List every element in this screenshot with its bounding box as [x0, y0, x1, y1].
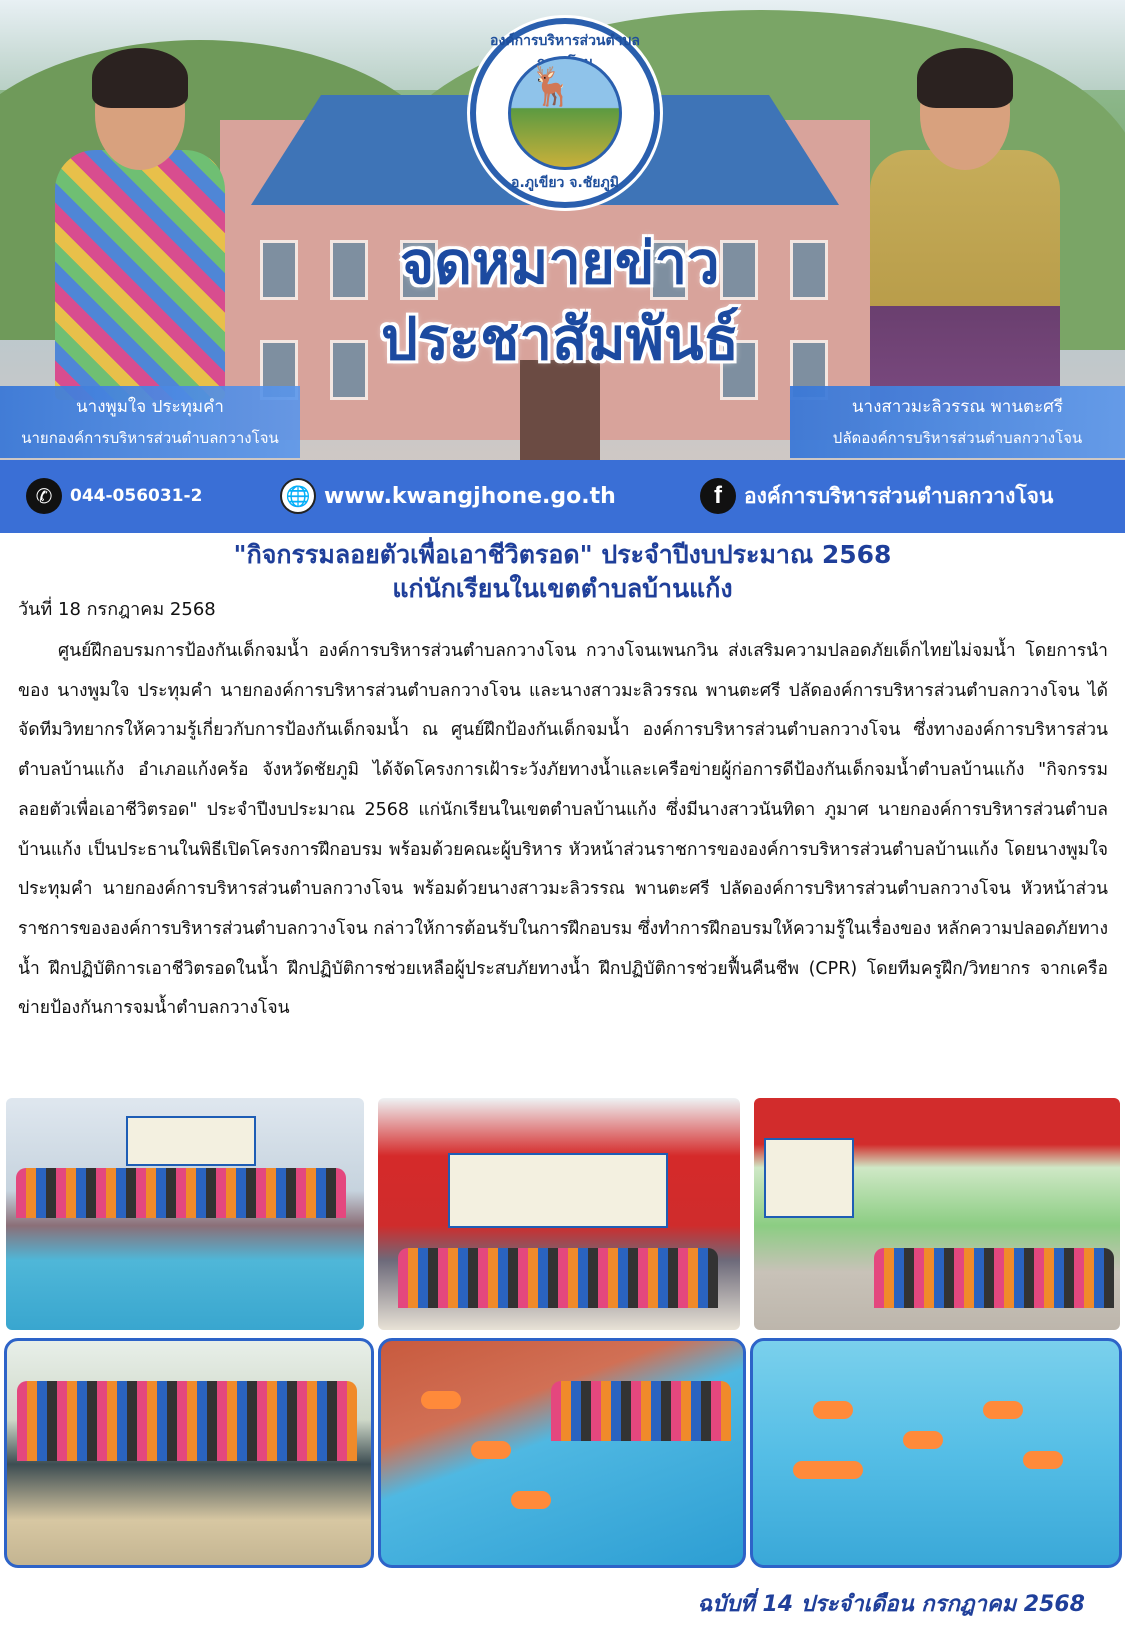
photo-stage-banner — [448, 1153, 668, 1228]
photo-swimmer — [813, 1401, 853, 1419]
photo-registration-desk — [754, 1098, 1120, 1330]
photo-cpr-training — [4, 1338, 374, 1568]
photo-opening-ceremony — [378, 1098, 740, 1330]
officer-torso — [870, 150, 1060, 410]
deer-icon: 🦌 — [528, 64, 576, 108]
photo-banner-sign — [126, 1116, 256, 1166]
mayor-name: นางพูมใจ ประทุมคำ — [76, 397, 224, 417]
mayor-torso — [55, 150, 225, 400]
photo-swimmer — [983, 1401, 1023, 1419]
photo-crowd — [17, 1381, 357, 1461]
phone-number: 044-056031-2 — [70, 486, 203, 506]
mayor-name-plate — [0, 386, 300, 458]
photo-chief-officer — [860, 30, 1070, 410]
phone-icon: ✆ — [26, 478, 62, 514]
officer-name-plate — [790, 386, 1125, 458]
newsletter-title — [300, 225, 820, 377]
photo-swimmer — [511, 1491, 551, 1509]
phone-contact[interactable] — [26, 474, 202, 518]
photo-poolside-practice — [378, 1338, 746, 1568]
header-banner — [0, 0, 1125, 533]
photo-swimmer — [793, 1461, 863, 1479]
facebook-link[interactable] — [700, 474, 1053, 518]
mayor-position: นายกองค์การบริหารส่วนตำบลกวางโจน — [21, 429, 279, 447]
article-body: ศูนย์ฝึกอบรมการป้องกันเด็กจมน้ำ องค์การบริหารส่วนตำบลกวางโจน กวางโจนเพนกวิน ส่งเสริมความปลอดภัยเด็กไทยไม่จมน้ำ โดยการนำของ นางพูมใจ ประทุมคำ นายกองค์การบริหารส่วนตำบลกวางโจน และนางสาวมะลิวรรณ พานตะศรี ปลัดองค์การบริหารส่วนตำบลกวางโจน ได้จัดทีมวิทยากรให้ความรู้เกี่ยวกับการป้องกันเด็กจมน้ำ ณ ศูนย์ฝึกป้องกันเด็กจมน้ำ องค์การบริหารส่วนตำบลกวางโจน ซึ่งทางองค์การบริหารส่วนตำบลบ้านแก้ง อำเภอแก้งคร้อ จังหวัดชัยภูมิ ได้จัดโครงการเฝ้าระวังภัยทางน้ำและเครือข่ายผู้ก่อการดีป้องกันเด็กจมน้ำตำบลบ้านแก้ง "กิจกรรมลอยตัวเพื่อเอาชีวิตรอด" ประจำปีงบประมาณ 2568 แก่นักเรียนในเขตตำบลบ้านแก้ง ซึ่งมีนางสาวนันทิดา ภูมาศ นายกองค์การบริหารส่วนตำบลบ้านแก้ง เป็นประธานในพิธีเปิดโครงการฝึกอบรม พร้อมด้วยคณะผู้บริหาร หัวหน้าส่วนราชการขององค์การบริหารส่วนตำบลบ้านแก้ง โดยนางพูมใจ ประทุมคำ นายกองค์การบริหารส่วนตำบลกวางโจน พร้อมด้วยนางสาวมะลิวรรณ พานตะศรี ปลัดองค์การบริหารส่วนตำบลกวางโจน หัวหน้าส่วนราชการขององค์การบริหารส่วนตำบลกวางโจน กล่าวให้การต้อนรับในการฝึกอบรม ซึ่งทำการฝึกอบรมให้ความรู้ในเรื่องของ หลักความปลอดภัยทางน้ำ ฝึกปฏิบัติการเอาชีวิตรอดในน้ำ ฝึกปฏิบัติการช่วยเหลือผู้ประสบภัยทางน้ำ ฝึกปฏิบัติการช่วยฟื้นคืนชีพ (CPR) โดยทีมครูฝึก/วิทยากร จากเครือข่ายป้องกันการจมน้ำตำบลกวางโจน — [18, 641, 1108, 1019]
officer-position: ปลัดองค์การบริหารส่วนตำบลกวางโจน — [832, 429, 1083, 447]
building-window — [260, 240, 298, 300]
organization-logo — [470, 18, 660, 208]
facebook-page-name: องค์การบริหารส่วนตำบลกวางโจน — [744, 483, 1054, 508]
logo-ring-text: องค์การบริหารส่วนตำบล — [490, 33, 640, 49]
article-title — [100, 538, 1025, 606]
mayor-hair — [92, 48, 188, 108]
officer-name: นางสาวมะลิวรรณ พานตะศรี — [851, 397, 1064, 417]
facebook-icon: f — [700, 478, 736, 514]
article-date: วันที่ 18 กรกฎาคม 2568 — [18, 599, 216, 620]
photo-crowd — [16, 1168, 346, 1218]
article-title-line-1: "กิจกรรมลอยตัวเพื่อเอาชีวิตรอด" ประจำปีงบประมาณ 2568 — [233, 540, 892, 569]
photo-crowd — [551, 1381, 731, 1441]
photo-swimmer — [471, 1441, 511, 1459]
photo-crowd — [874, 1248, 1114, 1308]
photo-group-at-pool — [6, 1098, 364, 1330]
logo-location-text: อ.ภูเขียว จ.ชัยภูมิ — [511, 175, 619, 191]
globe-icon: 🌐 — [280, 478, 316, 514]
photo-floating-practice — [750, 1338, 1122, 1568]
website-url: www.kwangjhone.go.th — [324, 483, 616, 509]
officer-hair — [917, 48, 1013, 108]
photo-swimmer — [421, 1391, 461, 1409]
photo-mayor — [40, 40, 240, 400]
website-link[interactable] — [280, 474, 616, 518]
article-title-line-2: แก่นักเรียนในเขตตำบลบ้านแก้ง — [392, 574, 733, 603]
title-line-2: ประชาสัมพันธ์ — [381, 305, 739, 373]
title-line-1: จดหมายข่าว — [400, 229, 720, 297]
contact-bar — [0, 460, 1125, 533]
photo-crowd — [398, 1248, 718, 1308]
photo-swimmer — [1023, 1451, 1063, 1469]
issue-number: ฉบับที่ 14 ประจำเดือน กรกฎาคม 2568 — [697, 1592, 1085, 1617]
photo-poster — [764, 1138, 854, 1218]
photo-swimmer — [903, 1431, 943, 1449]
